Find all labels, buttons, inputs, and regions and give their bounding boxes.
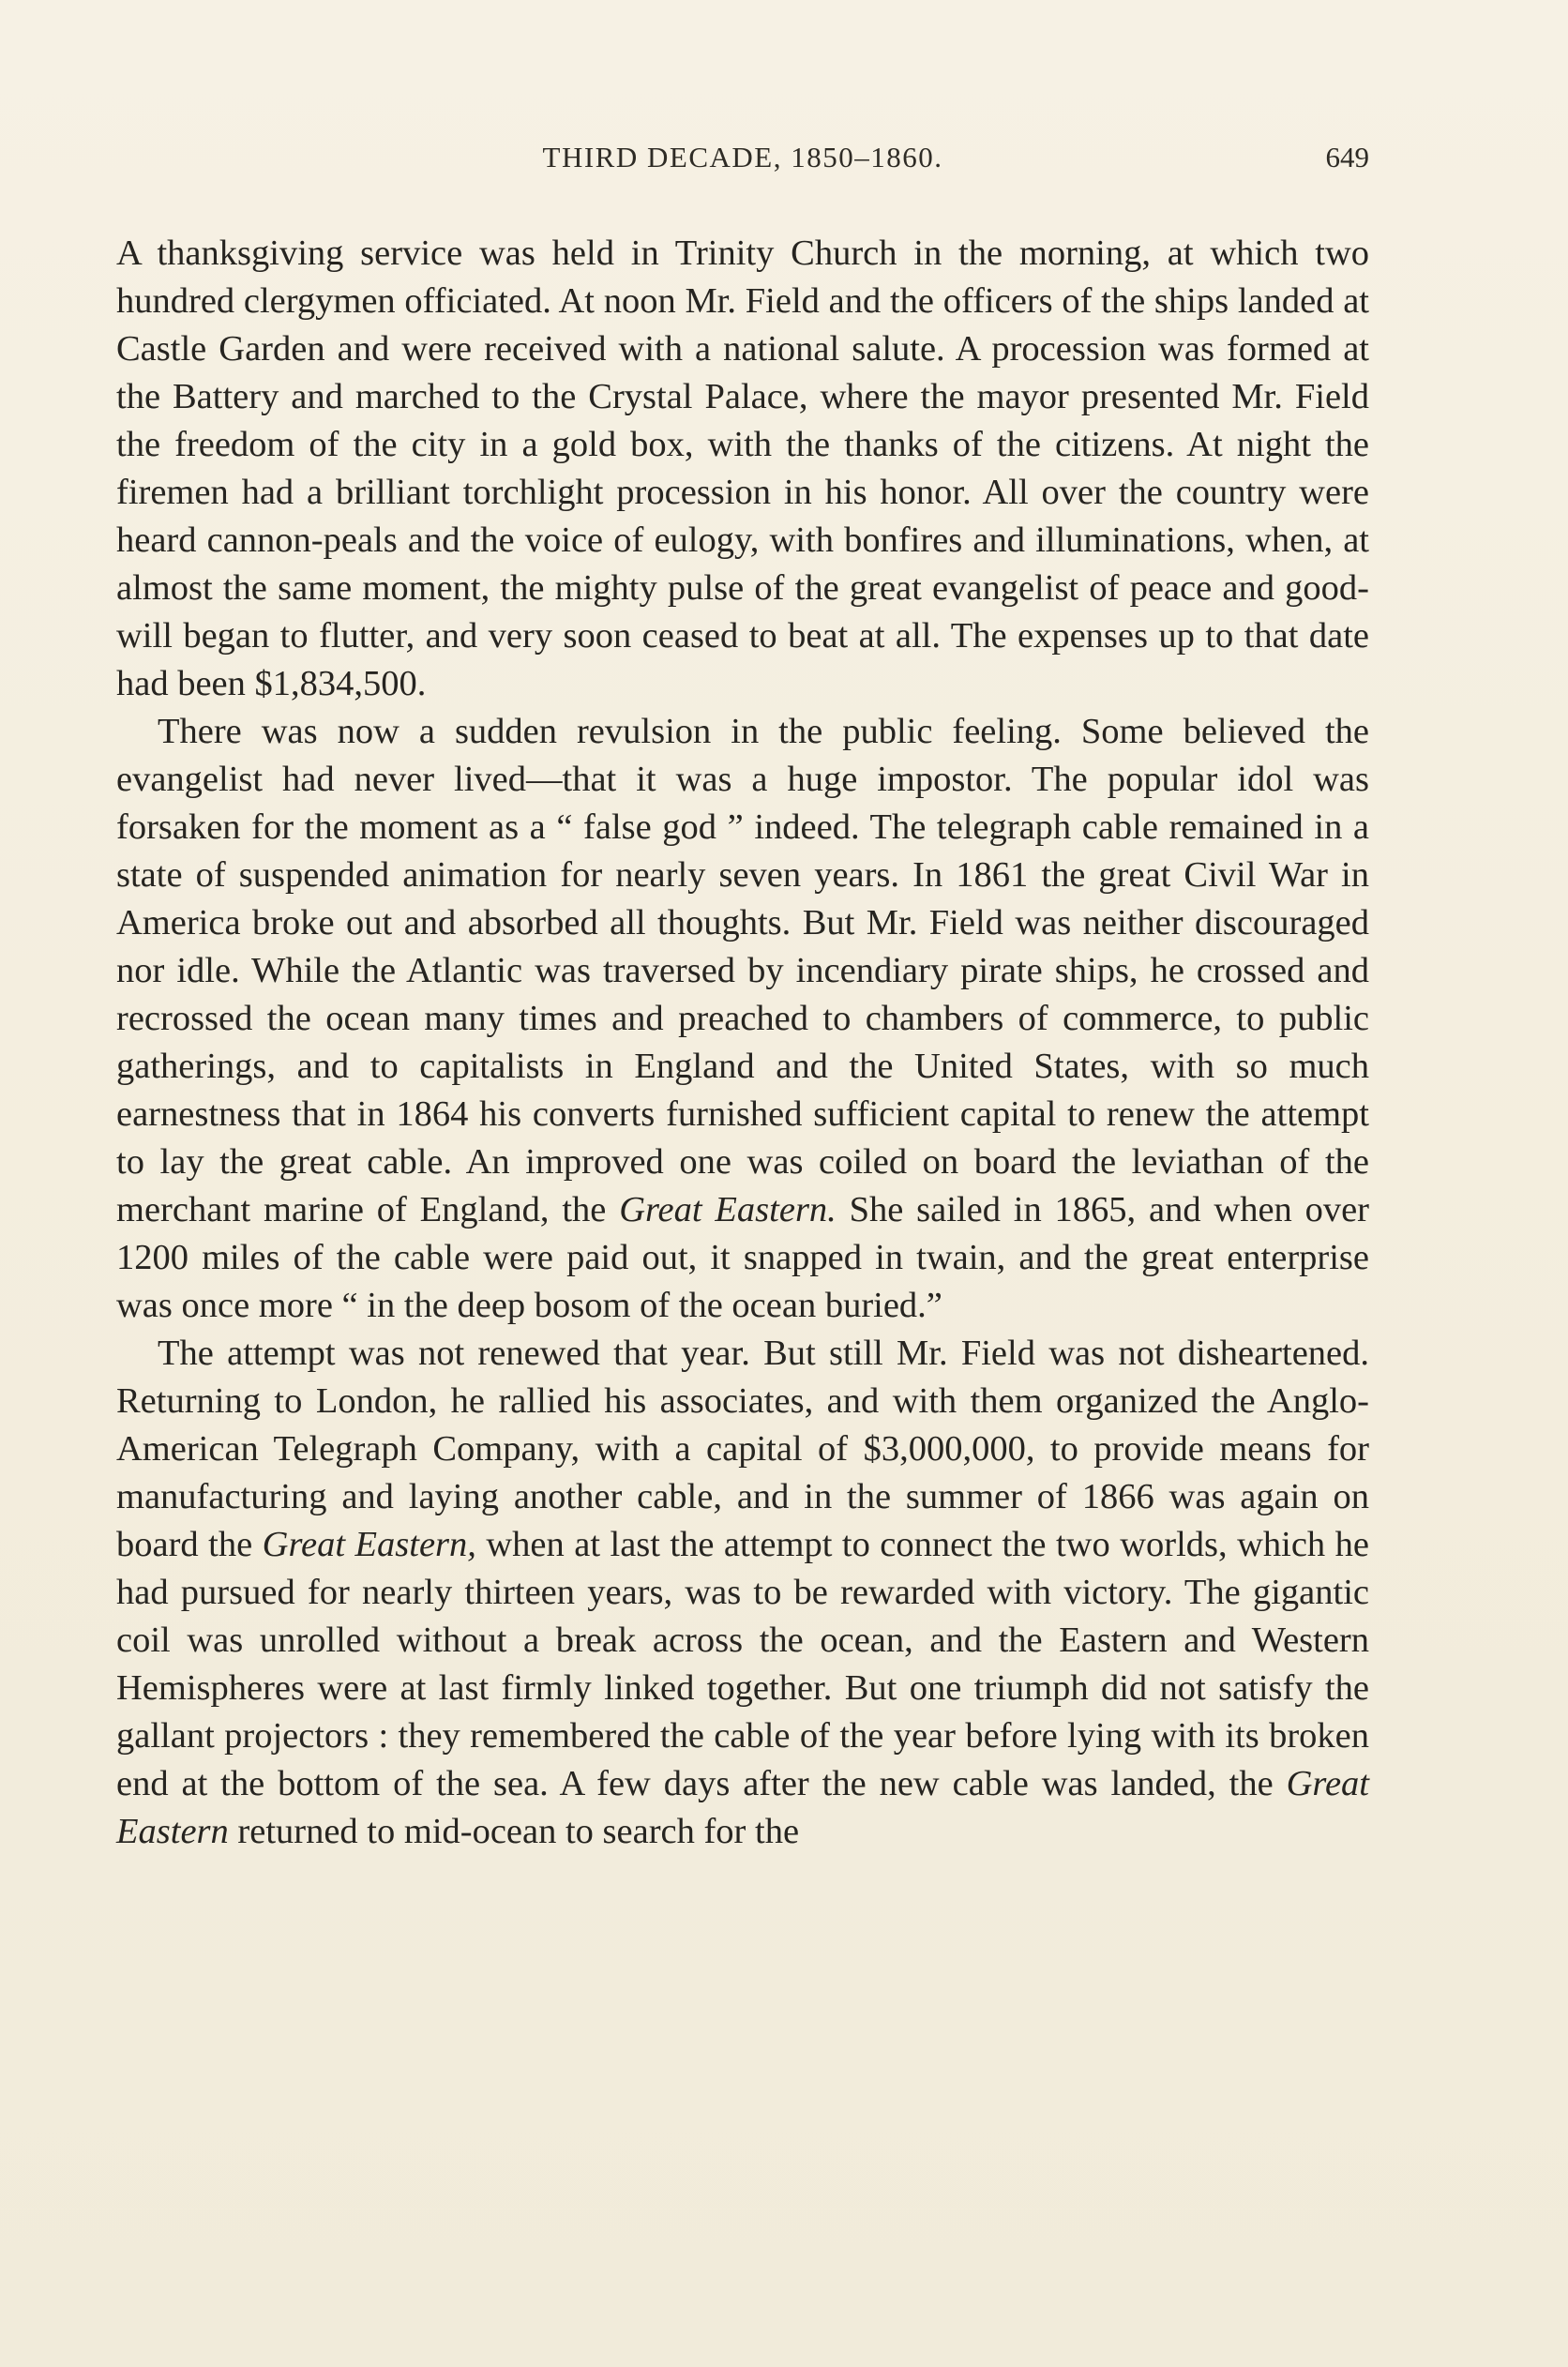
ship-name-italic: Great Eastern. [619,1190,837,1229]
paragraph-text: A thanksgiving service was held in Trinity Church in the morning, at which two hundred clergymen officiated. At noon Mr. Field and the officers of the ships landed at Castle Garden and were received with a national salute. A procession was formed at the Battery and marched to the Crystal Palace, where the mayor presented Mr. Field the freedom of the city in a gold box, with the thanks of the citizens. At night the firemen had a brilliant torchlight procession in his honor. All over the country were heard cannon-peals and the voice of eulogy, with bonfires and illuminations, when, at almost the same moment, the mighty pulse of the great evangelist of peace and good-will began to flutter, and very soon ceased to beat at all. The expenses up to that date had been $1,834,500. [116,234,1369,703]
paragraph-renewed-attempt [116,1330,1369,1856]
paragraph-thanksgiving [116,230,1369,708]
paragraph-text: She sailed in 1865, and when over 1200 miles of the cable were paid out, it snapped in twain, and the great enterprise was once more “ in the deep bosom of the ocean buried.” [116,1190,1369,1325]
paragraph-text: The attempt was not renewed that year. But still Mr. Field was not disheartened. Returning to London, he rallied his associates, and with them organized the Anglo-American Telegraph Company, with a capital of $3,000,000, to provide means for manufacturing and laying another cable, and in the summer of 1866 was again on board the [116,1334,1369,1564]
paragraph-text: when at last the attempt to connect the two worlds, which he had pursued for nearly thirteen years, was to be rewarded with victory. The gigantic coil was unrolled without a break across the ocean, and the Eastern and Western Hemispheres were at last firmly linked together. But one triumph did not satisfy the gallant projectors : they remembered the cable of the year before lying with its broken end at the bottom of the sea. A few days after the new cable was landed, the [116,1525,1369,1803]
paragraph-text: There was now a sudden revulsion in the public feeling. Some believed the evangelist had never lived—that it was a huge impostor. The popular idol was forsaken for the moment as a “ false god ” indeed. The telegraph cable remained in a state of suspended animation for nearly seven years. In 1861 the great Civil War in America broke out and absorbed all thoughts. But Mr. Field was neither discouraged nor idle. While the Atlantic was traversed by incendiary pirate ships, he crossed and recrossed the ocean many times and preached to chambers of commerce, to public gatherings, and to capitalists in England and the United States, with so much earnestness that in 1864 his converts furnished sufficient capital to renew the attempt to lay the great cable. An improved one was coiled on board the leviathan of the merchant marine of England, the [116,712,1369,1229]
ship-name-italic: Great Eastern [116,1764,1369,1851]
paragraph-revulsion [116,708,1369,1330]
running-head: THIRD DECADE, 1850–1860. [542,141,943,173]
page-header [116,141,1369,189]
body-text [116,230,1369,1856]
page-number: 649 [1325,141,1369,173]
ship-name-italic: Great Eastern, [262,1525,476,1564]
paragraph-text: returned to mid-ocean to search for the [228,1812,800,1851]
